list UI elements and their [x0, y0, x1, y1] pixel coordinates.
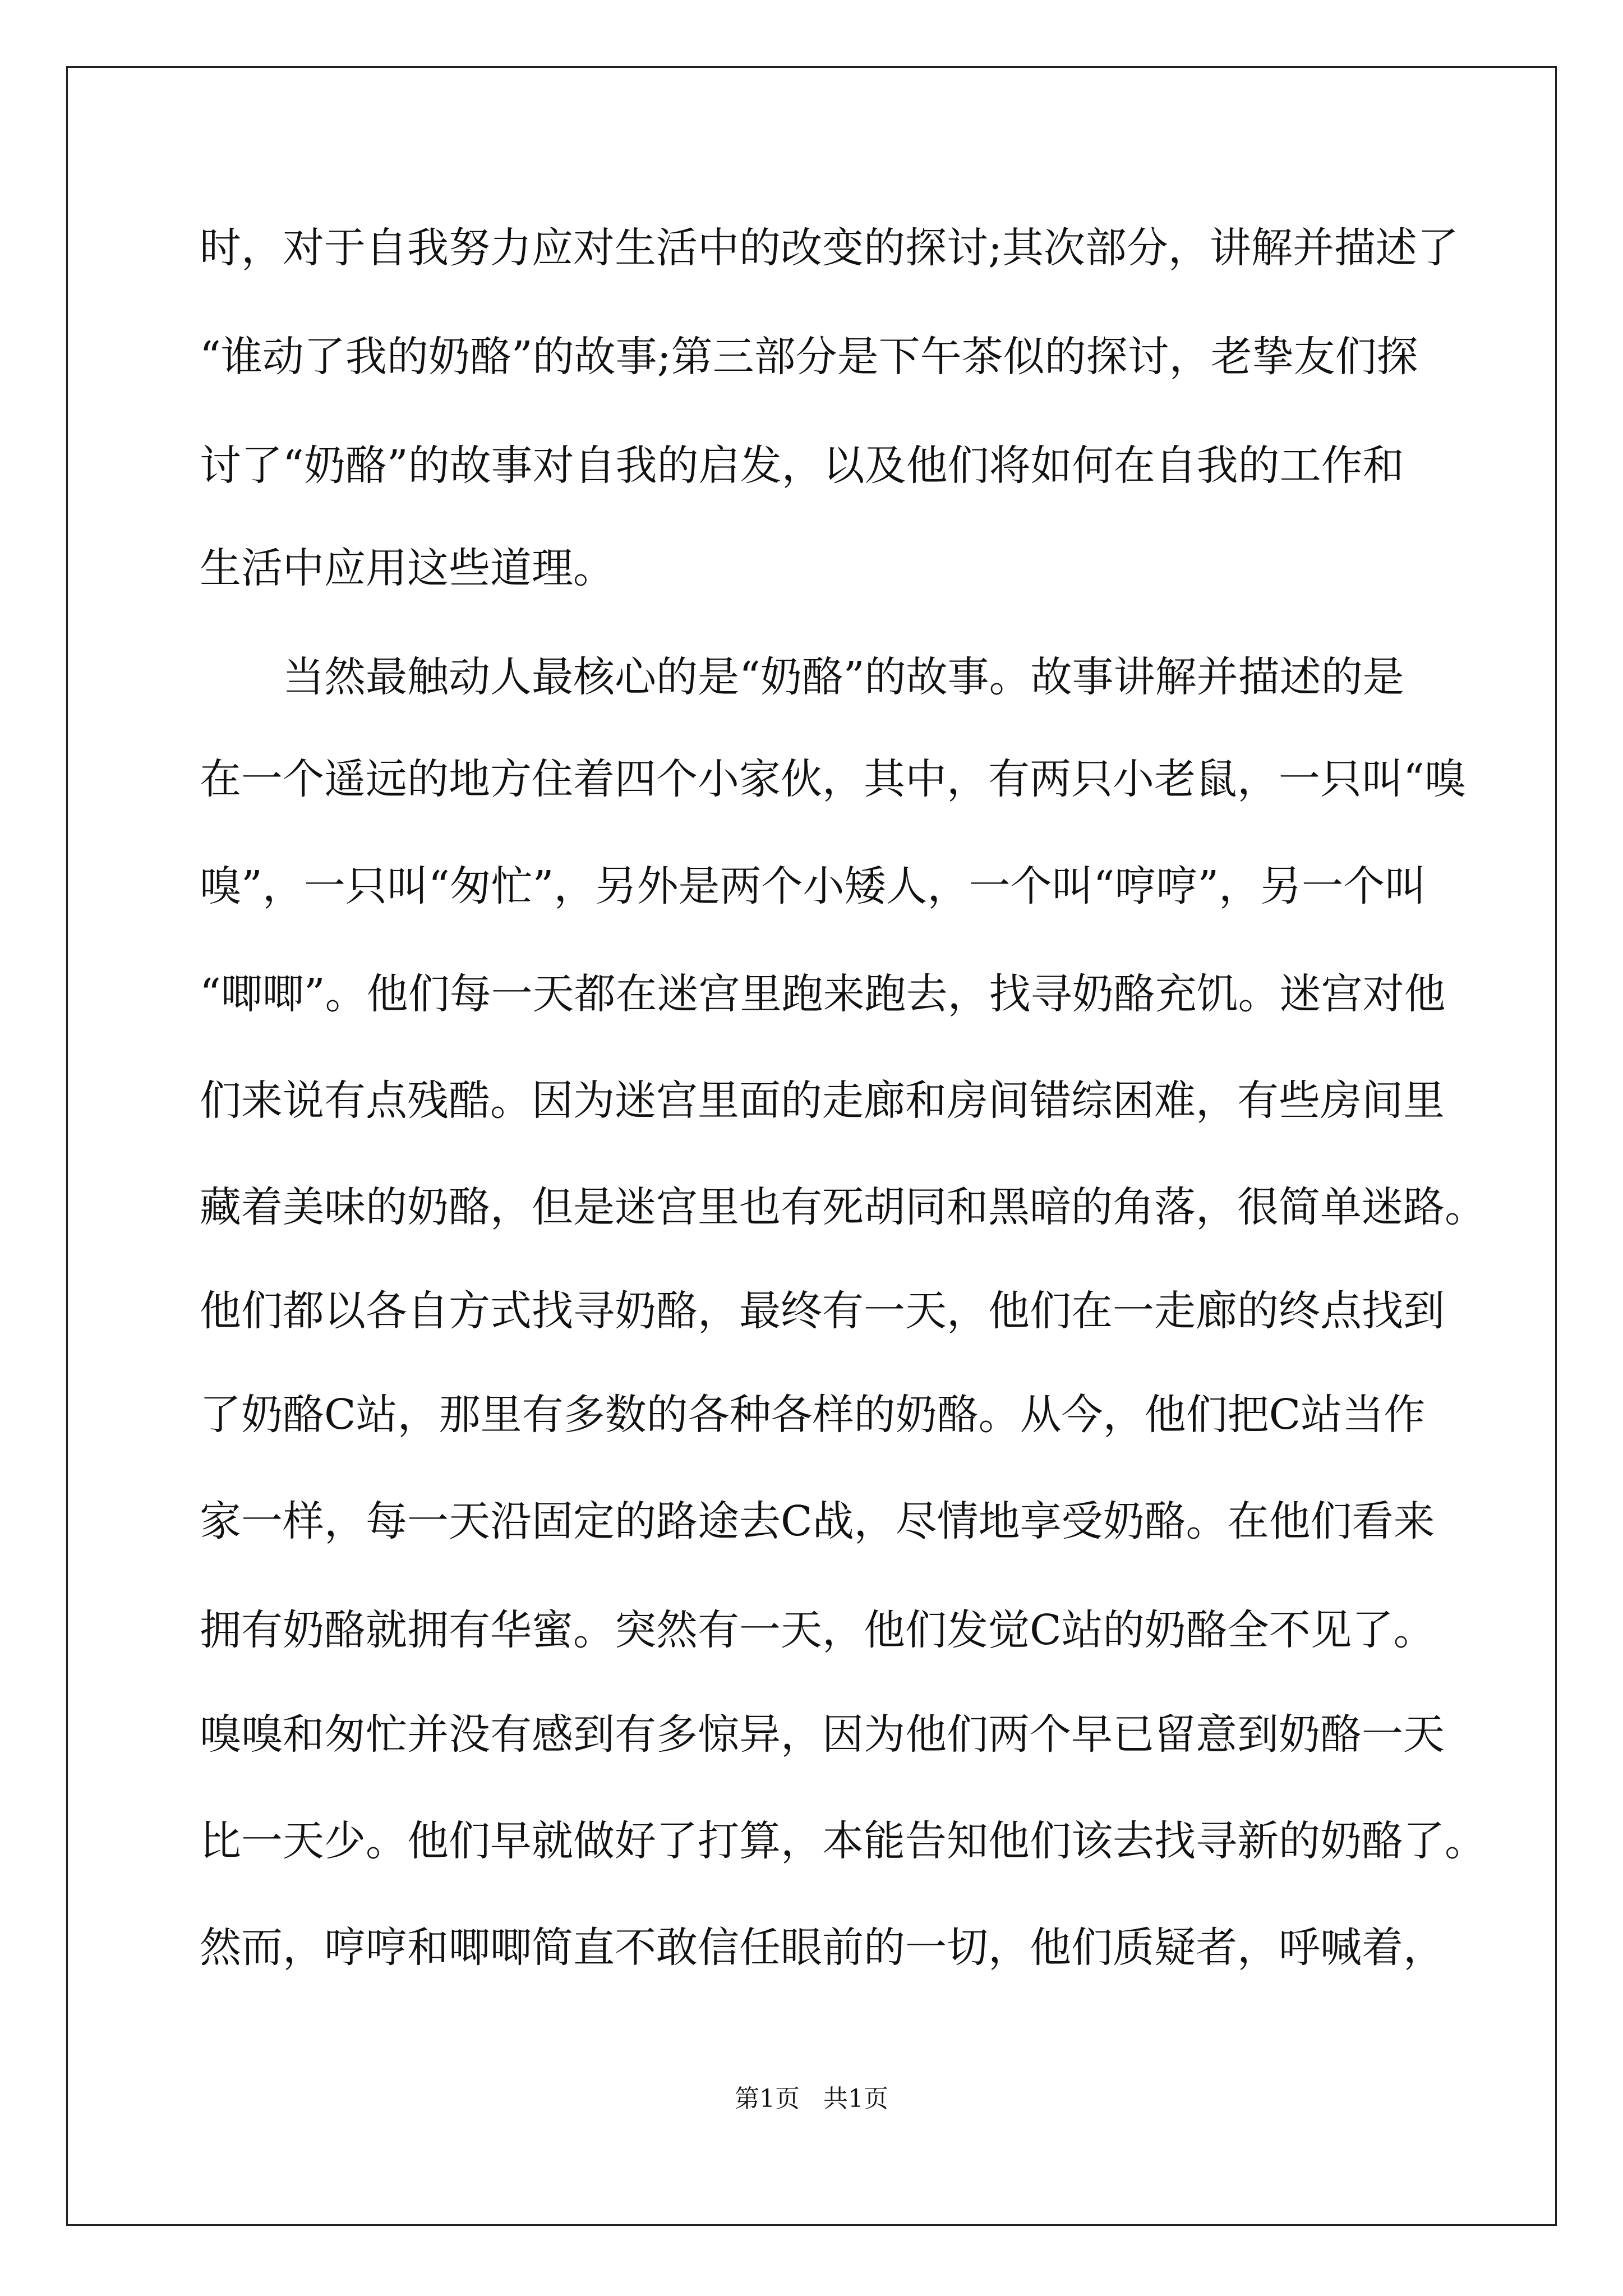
page-border — [66, 66, 1557, 2226]
text-line: 家一样，每一天沿固定的路途去C战，尽情地享受奶酪。在他们看来 — [200, 1497, 1435, 1545]
text-line: 讨了“奶酪”的故事对自我的启发，以及他们将如何在自我的工作和 — [200, 441, 1404, 490]
text-line: 了奶酪C站，那里有多数的各种各样的奶酪。从今，他们把C站当作 — [200, 1391, 1426, 1439]
text-line: 时，对于自我努力应对生活中的改变的探讨;其次部分，讲解并描述了 — [200, 224, 1459, 272]
text-line: “唧唧”。他们每一天都在迷宫里跑来跑去，找寻奶酪充饥。迷宫对他 — [200, 970, 1446, 1018]
text-line: “谁动了我的奶酪”的故事;第三部分是下午茶似的探讨，老挚友们探 — [200, 333, 1418, 381]
text-line: 然而，哼哼和唧唧简直不敢信任眼前的一切，他们质疑者，呼喊着， — [200, 1924, 1445, 1972]
text-line: 比一天少。他们早就做好了打算，本能告知他们该去找寻新的奶酪了。 — [200, 1817, 1486, 1865]
text-line: 嗅”，一只叫“匆忙”，另外是两个小矮人，一个叫“哼哼”，另一个叫 — [200, 862, 1427, 910]
page-footer: 第1页 共1页 — [735, 2085, 888, 2113]
text-line: 他们都以各自方式找寻奶酪，最终有一天，他们在一走廊的终点找到 — [200, 1287, 1445, 1335]
text-line: 当然最触动人最核心的是“奶酪”的故事。故事讲解并描述的是 — [200, 653, 1404, 701]
text-line: 在一个遥远的地方住着四个小家伙，其中，有两只小老鼠，一只叫“嗅 — [200, 755, 1466, 803]
text-line: 们来说有点残酷。因为迷宫里面的走廊和房间错综困难，有些房间里 — [200, 1076, 1445, 1125]
text-line: 藏着美味的奶酪，但是迷宫里也有死胡同和黑暗的角落，很简单迷路。 — [200, 1183, 1486, 1231]
text-line: 生活中应用这些道理。 — [200, 544, 615, 592]
text-line: 拥有奶酪就拥有华蜜。突然有一天，他们发觉C站的奶酪全不见了。 — [200, 1606, 1435, 1654]
text-line: 嗅嗅和匆忙并没有感到有多惊异，因为他们两个早已留意到奶酪一天 — [200, 1710, 1445, 1759]
